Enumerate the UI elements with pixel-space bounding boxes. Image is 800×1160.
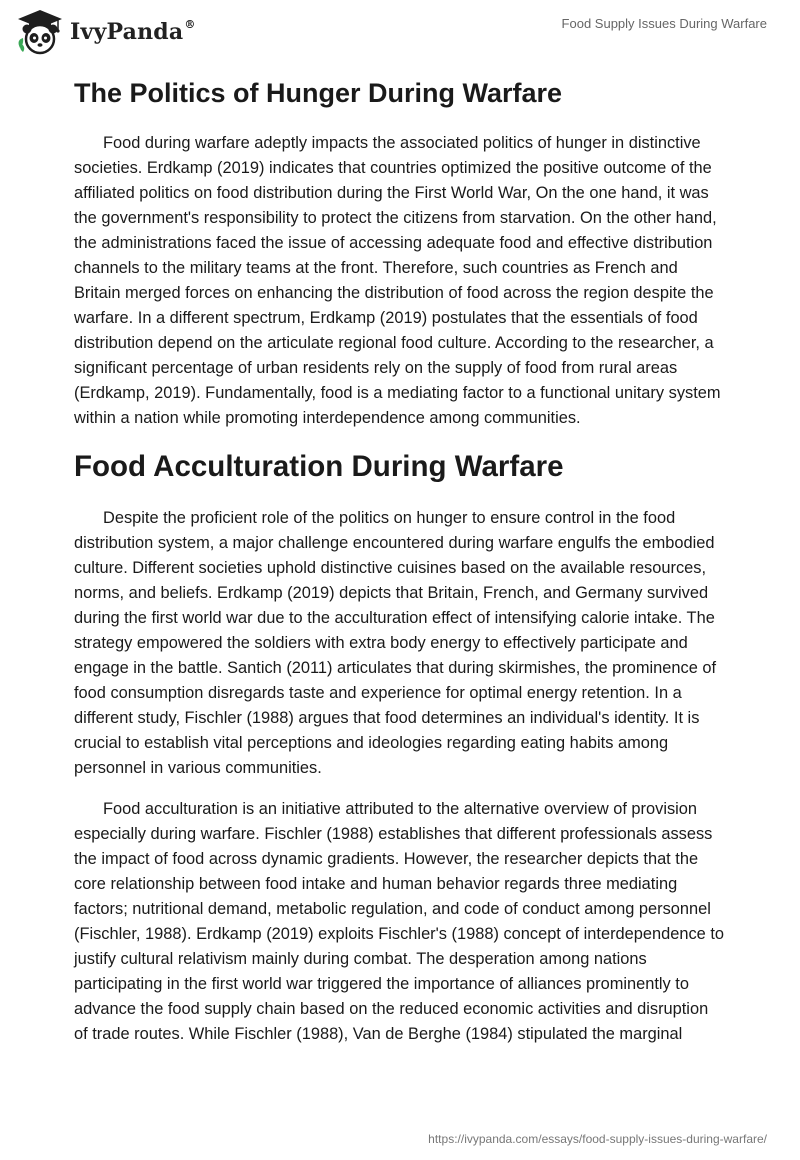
registered-mark: ® — [184, 17, 196, 31]
running-title: Food Supply Issues During Warfare — [561, 16, 767, 31]
paragraph: Food during warfare adeptly impacts the associated politics of hunger in distinctive societies. Erdkamp (2019) indicates that countries optimized the positive outcome of the affiliated politics on food distribution during the First World War, On the one hand, it was the government's responsibility to protect the citizens from starvation. On the other hand, the administrations faced the issue of accessing adequate food and effective distribution channels to the military teams at the front. Therefore, such countries as French and Britain merged forces on enhancing the distribution of food across the region despite the warfare. In a different spectrum, Erdkamp (2019) postulates that the essentials of food distribution depend on the articulate regional food culture. According to the researcher, a significant percentage of urban residents rely on the supply of food from rural areas (Erdkamp, 2019). Fundamentally, food is a mediating factor to a functional unitary system within a nation while promoting interdependence among communities. — [74, 134, 721, 427]
page-header — [0, 0, 800, 64]
section-heading-food-acculturation: Food Acculturation During Warfare — [74, 450, 564, 483]
paragraph: Despite the proficient role of the politics on hunger to ensure control in the food distribution system, a major challenge encountered during warfare engulfs the embodied culture. Different societies uphold distinctive cuisines based on the available resources, norms, and beliefs. Erdkamp (2019) depicts that Britain, French, and Germany survived during the first world war due to the acculturation effect of intensifying calorie intake. The strategy empowered the soldiers with extra body energy to effectively participate and engage in the battle. Santich (2011) articulates that during skirmishes, the prominence of food consumption disregards taste and experience for optimal energy retention. In a different study, Fischler (1988) argues that food determines an individual's identity. It is crucial to establish vital perceptions and ideologies regarding eating habits among personnel in various communities. — [74, 509, 717, 777]
brand-name: IvyPanda® — [70, 17, 196, 45]
essay-content — [74, 72, 726, 1047]
source-url-link[interactable]: https://ivypanda.com/essays/food-supply-issues-during-warfare/ — [428, 1132, 767, 1146]
panda-graduate-logo-icon — [14, 8, 66, 56]
section-heading-politics-of-hunger: The Politics of Hunger During Warfare — [74, 78, 563, 108]
ivypanda-logo[interactable] — [14, 8, 196, 56]
paragraph: Food acculturation is an initiative attributed to the alternative overview of provision especially during warfare. Fischler (1988) establishes that different professionals assess the impact of food across dynamic gradients. However, the researcher depicts that the core relationship between food intake and human behavior regards three mediating factors; nutritional demand, metabolic regulation, and code of conduct among personnel (Fischler, 1988). Erdkamp (2019) exploits Fischler's (1988) concept of interdependence to justify cultural relativism mainly during combat. The desperation among nations participating in the first world war triggered the importance of alliances prominently to advance the food supply chain based on the reduced economic activities and disruption of trade routes. While Fischler (1988), Van de Berghe (1984) stipulated the marginal — [74, 800, 724, 1043]
